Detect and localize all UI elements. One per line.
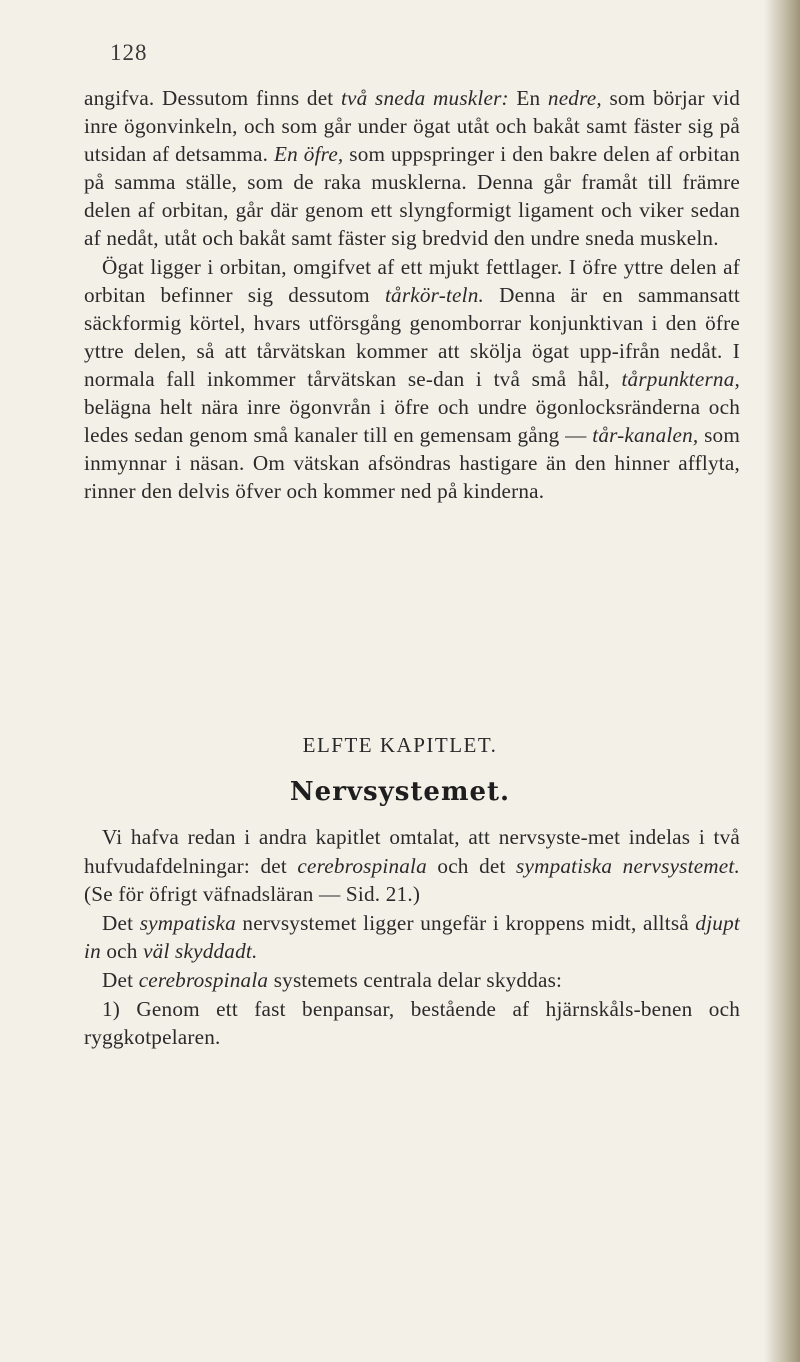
text-run: och — [100, 939, 144, 964]
emphasis-text: sympatiska — [139, 910, 236, 935]
emphasis-text: tårpunkterna, — [621, 366, 740, 391]
text-run: En — [508, 86, 548, 110]
emphasis-text: väl skyddadt. — [143, 939, 258, 964]
paragraph-cerebrospinal — [84, 966, 740, 995]
text-run: Vi hafva redan i andra kapitlet omtalat, att nervsyste-met indelas i två hufvudafdelningar: det — [84, 825, 740, 878]
body-text-bottom — [84, 823, 740, 1052]
text-run: angifva. Dessutom finns det — [84, 86, 341, 110]
text-run: (Se för öfrigt väfnadsläran — Sid. 21.) — [84, 882, 421, 907]
text-run: nervsystemet ligger ungefär i kroppens midt, alltså — [235, 910, 696, 935]
text-run: och det — [426, 853, 517, 878]
text-run: Ögat ligger i orbitan, omgifvet af ett mjukt fettlager. I öfre yttre delen af orbitan befinner sig dessutom — [84, 254, 740, 307]
emphasis-text: cerebrospinala — [138, 967, 269, 992]
emphasis-text: tårkör-teln. — [384, 282, 485, 307]
emphasis-text: sympatiska nervsystemet. — [516, 853, 740, 878]
text-run: som inmynnar i näsan. Om vätskan afsöndras hastigare än den hinner afflyta, rinner den delvis öfver och kommer ned på kinderna. — [84, 423, 740, 504]
paragraph-nervous-system-intro — [84, 823, 740, 909]
text-run: Det — [102, 967, 139, 992]
text-run: som uppspringer i den bakre delen af orbitan på samma ställe, som de raka musklerna. Denna går framåt till främre delen af orbitan, går där genom ett slyngformigt ligament och viker sedan af nedåt, utåt och bakåt samt fäster sig bredvid den undre sneda muskeln. — [84, 142, 740, 251]
emphasis-text: två sneda muskler: — [340, 86, 509, 110]
page-number: 128 — [110, 40, 148, 65]
emphasis-text: nedre, — [547, 86, 602, 110]
paragraph-tear-gland — [84, 253, 740, 506]
emphasis-text: tår-kanalen, — [592, 423, 699, 448]
chapter-heading: ELFTE KAPITLET. — [302, 733, 498, 757]
paragraph-sympathetic — [84, 909, 740, 966]
section-title: Nervsystemet. — [289, 777, 511, 807]
emphasis-text: En öfre, — [274, 142, 344, 167]
text-run: Det — [102, 910, 140, 935]
paragraph-eye-muscles — [84, 84, 740, 253]
text-run: Denna är en sammansatt säckformig körtel, hvars utförsgång genomborrar konjunktivan i den öfre yttre delen, så att tårvätskan kommer att skölja ögat upp-ifrån nedåt. I normala fall inkommer tårvätskan se-dan i två små hål, — [84, 282, 740, 391]
text-run: som börjar vid inre ögonvinkeln, och som går under ögat utåt och bakåt samt fäster sig på utsidan af detsamma. — [84, 86, 740, 167]
body-text-top — [84, 84, 740, 505]
emphasis-text: djupt in — [84, 910, 740, 964]
emphasis-text: cerebrospinala — [297, 853, 427, 878]
page-edge-shadow — [764, 0, 800, 1362]
text-run: belägna helt nära inre ögonvrån i öfre och undre ögonlocksränderna och ledes sedan genom små kanaler till en gemensam gång — — [84, 395, 740, 448]
paragraph-bone-armour: 1) Genom ett fast benpansar, bestående af hjärnskåls-benen och ryggkotpelaren. — [84, 996, 740, 1050]
text-run: systemets centrala delar skyddas: — [268, 967, 563, 992]
